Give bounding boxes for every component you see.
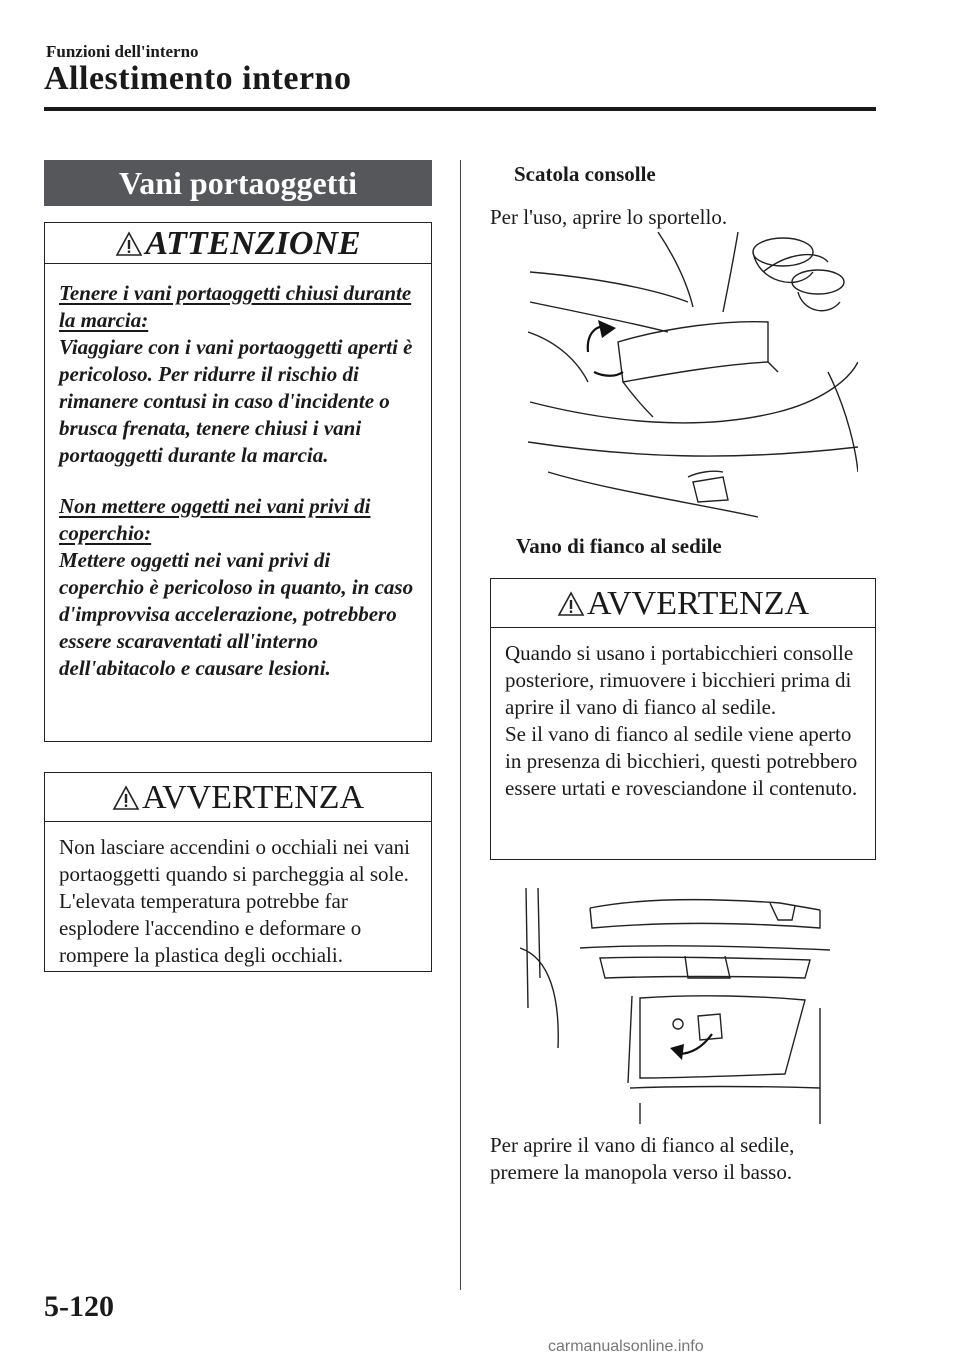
warning-label-right: AVVERTENZA	[586, 585, 810, 622]
caution-p2-body: Mettere oggetti nei vani privi di coperchio è pericoloso in quanto, in caso d'improvvisa accelerazione, potrebbero essere scaraventati all'interno dell'abitacolo e causare lesioni.	[59, 548, 414, 680]
header-rule	[44, 107, 876, 111]
warning-box-left	[44, 772, 432, 972]
caution-label: ATTENZIONE	[145, 225, 361, 262]
warning-body-left: Non lasciare accendini o occhiali nei vani portaoggetti quando si parcheggia al sole. L'elevata temperatura potrebbe far esplodere l'accendino e deformare o rompere la plastica degli occhiali.	[59, 835, 411, 967]
side-compartment-illustration	[520, 888, 840, 1124]
warning-header-left	[45, 773, 431, 822]
warning-triangle-icon	[112, 785, 140, 811]
warning-right-p1: Quando si usano i portabicchieri consolle posteriore, rimuovere i bicchieri prima di aprire il vano di fianco al sedile.	[505, 641, 854, 719]
side-compartment-text: Per aprire il vano di fianco al sedile, premere la manopola verso il basso.	[490, 1133, 795, 1184]
watermark: carmanualsonline.info	[548, 1338, 704, 1355]
warning-body-right	[491, 628, 875, 802]
caution-p1-body: Viaggiare con i vani portaoggetti aperti è pericoloso. Per ridurre il rischio di rimanere contusi in caso d'incidente o brusca frenata, tenere chiusi i vani portaoggetti durante la marcia.	[59, 335, 413, 467]
warning-triangle-icon	[557, 591, 585, 617]
section-title: Allestimento interno	[44, 60, 352, 97]
column-divider	[460, 160, 461, 1290]
warning-label-left: AVVERTENZA	[141, 779, 365, 816]
caution-body	[45, 264, 431, 682]
section-subtitle: Funzioni dell'interno	[46, 42, 199, 61]
warning-box-right	[490, 578, 876, 860]
caution-box	[44, 222, 432, 742]
warning-triangle-icon	[115, 231, 143, 257]
warning-right-p2: Se il vano di fianco al sedile viene aperto in presenza di bicchieri, questi potrebbero essere urtati e rovesciandone il contenuto.	[505, 722, 858, 800]
caution-p2-title: Non mettere oggetti nei vani privi di coperchio:	[59, 494, 371, 545]
caution-header	[45, 223, 431, 264]
storage-heading: Vani portaoggetti	[44, 160, 432, 206]
console-box-illustration	[528, 232, 858, 522]
caution-p1-title: Tenere i vani portaoggetti chiusi durante la marcia:	[59, 281, 412, 332]
warning-header-right	[491, 579, 875, 628]
side-compartment-title: Vano di fianco al sedile	[516, 534, 722, 558]
console-text: Per l'uso, aprire lo sportello.	[490, 205, 728, 229]
page-number: 5-120	[44, 1290, 114, 1323]
console-title: Scatola consolle	[514, 162, 656, 186]
